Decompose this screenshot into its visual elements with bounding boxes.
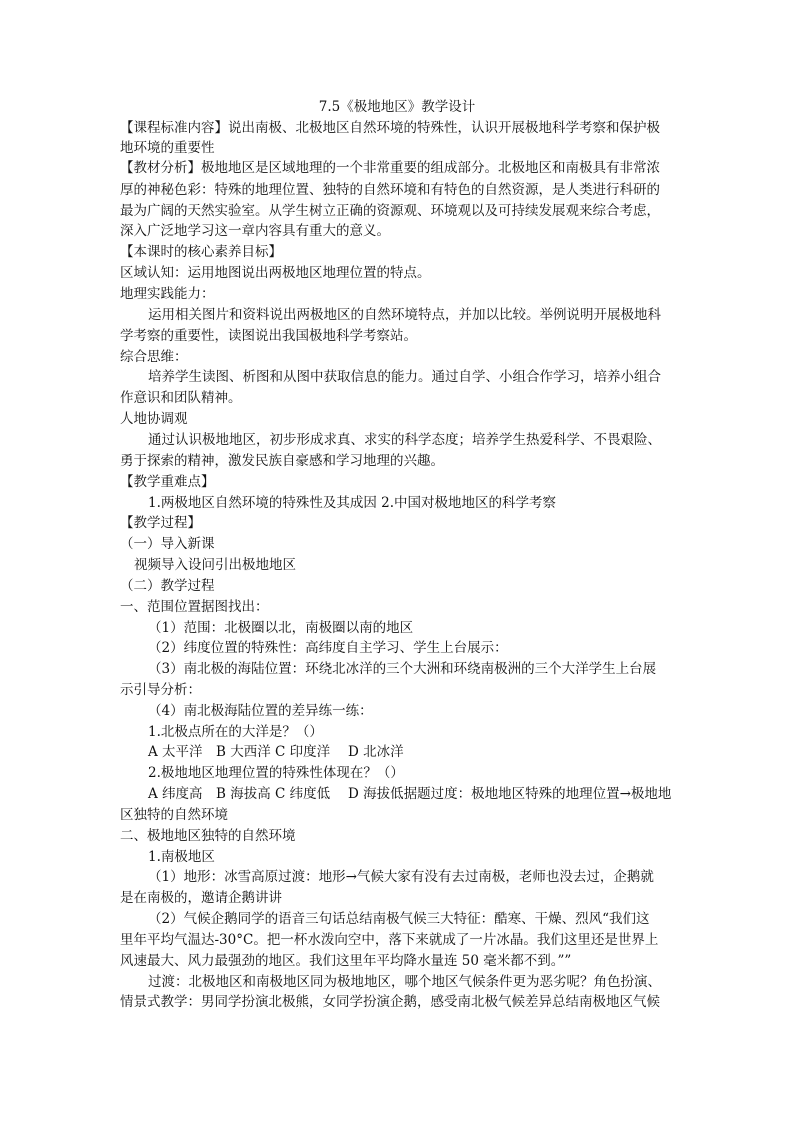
text-line: 作意识和团队精神。 <box>120 390 242 406</box>
text-line: 2.极地地区地理位置的特殊性体现在？（） <box>148 765 404 781</box>
text-line: 里年平均气温达-30°C。把一杯水泼向空中，落下来就成了一片冰晶。我们这里还是世界上 <box>120 932 659 948</box>
text-line: 运用相关图片和资料说出两极地区的自然环境特点，并加以比较。举例说明开展极地科 <box>148 307 661 323</box>
text-line: A 太平洋 B 大西洋 C 印度洋 D 北冰洋 <box>148 744 404 760</box>
text-line: 二、极地地区独特的自然环境 <box>120 828 296 844</box>
text-line: 地环境的重要性 <box>120 140 215 156</box>
text-line: 综合思维： <box>120 349 188 365</box>
text-line: （4）南北极海陆位置的差异练一练： <box>148 703 373 719</box>
text-line: 1.两极地区自然环境的特殊性及其成因 2.中国对极地地区的科学考察 <box>148 495 557 511</box>
text-line: （3）南北极的海陆位置：环绕北冰洋的三个大洲和环绕南极洲的三个大洋学生上台展 <box>148 661 657 677</box>
text-line: 示引导分析： <box>120 682 201 698</box>
text-line: 【课程标准内容】说出南极、北极地区自然环境的特殊性，认识开展极地科学考察和保护极 <box>120 120 660 136</box>
section-heading: 【本课时的核心素养目标】 <box>120 244 282 260</box>
document-title: 7.5《极地地区》教学设计 <box>318 99 476 115</box>
text-line: A 纬度高 B 海拔高 C 纬度低 D 海拔低据题过度：极地地区特殊的地理位置→极地地 <box>148 786 672 802</box>
text-line: （1）地形：冰雪高原过渡：地形→气候大家有没有去过南极，老师也没去过，企鹅就 <box>148 869 654 885</box>
text-line: 过渡：北极地区和南极地区同为极地地区，哪个地区气候条件更为恶劣呢？角色扮演、 <box>148 974 661 990</box>
text-line: 最为广阔的天然实验室。从学生树立正确的资源观、环境观以及可持续发展观来综合考虑， <box>120 203 660 219</box>
text-line: 1.南极地区 <box>148 849 215 865</box>
text-line: 一、范围位置据图找出： <box>120 599 269 615</box>
text-line: 厚的神秘色彩：特殊的地理位置、独特的自然环境和有特色的自然资源，是人类进行科研的 <box>120 182 660 198</box>
text-line: 1.北极点所在的大洋是？（） <box>148 724 323 740</box>
text-line: 勇于探索的精神，激发民族自豪感和学习地理的兴趣。 <box>120 453 444 469</box>
text-line: 地理实践能力： <box>120 286 215 302</box>
text-line: 【教材分析】极地地区是区域地理的一个非常重要的组成部分。北极地区和南极具有非常浓 <box>120 160 660 176</box>
text-line: 深入广泛地学习这一章内容具有重大的意义。 <box>120 223 390 239</box>
text-line: 人地协调观 <box>120 411 188 427</box>
text-line: （一）导入新课 <box>120 536 215 552</box>
text-line: （1）范围：北极圈以北，南极圈以南的地区 <box>148 620 414 636</box>
text-line: 学考察的重要性，读图说出我国极地科学考察站。 <box>120 328 417 344</box>
text-line: （2）气候企鹅同学的语音三句话总结南极气候三大特征：酷寒、干燥、烈风“我们这 <box>148 911 650 927</box>
text-line: （2）纬度位置的特殊性：高纬度自主学习、学生上台展示： <box>148 640 508 656</box>
text-line: 风速最大、风力最强劲的地区。我们这里年平均降水量连 50 毫米都不到。”” <box>120 953 572 969</box>
text-line: 培养学生读图、析图和从图中获取信息的能力。通过自学、小组合作学习，培养小组合 <box>148 369 661 385</box>
section-heading: 【教学重难点】 <box>120 474 215 490</box>
text-line: 区域认知：运用地图说出两极地区地理位置的特点。 <box>120 265 431 281</box>
text-line: 是在南极的，邀请企鹅讲讲 <box>120 890 282 906</box>
text-line: 通过认识极地地区，初步形成求真、求实的科学态度；培养学生热爱科学、不畏艰险、 <box>148 432 661 448</box>
text-line: 情景式教学：男同学扮演北极熊，女同学扮演企鹅，感受南北极气候差异总结南极地区气候 <box>120 994 660 1010</box>
text-line: 视频导入设问引出极地地区 <box>134 557 296 573</box>
text-line: （二）教学过程 <box>120 578 215 594</box>
section-heading: 【教学过程】 <box>120 515 201 531</box>
text-line: 区独特的自然环境 <box>120 807 228 823</box>
